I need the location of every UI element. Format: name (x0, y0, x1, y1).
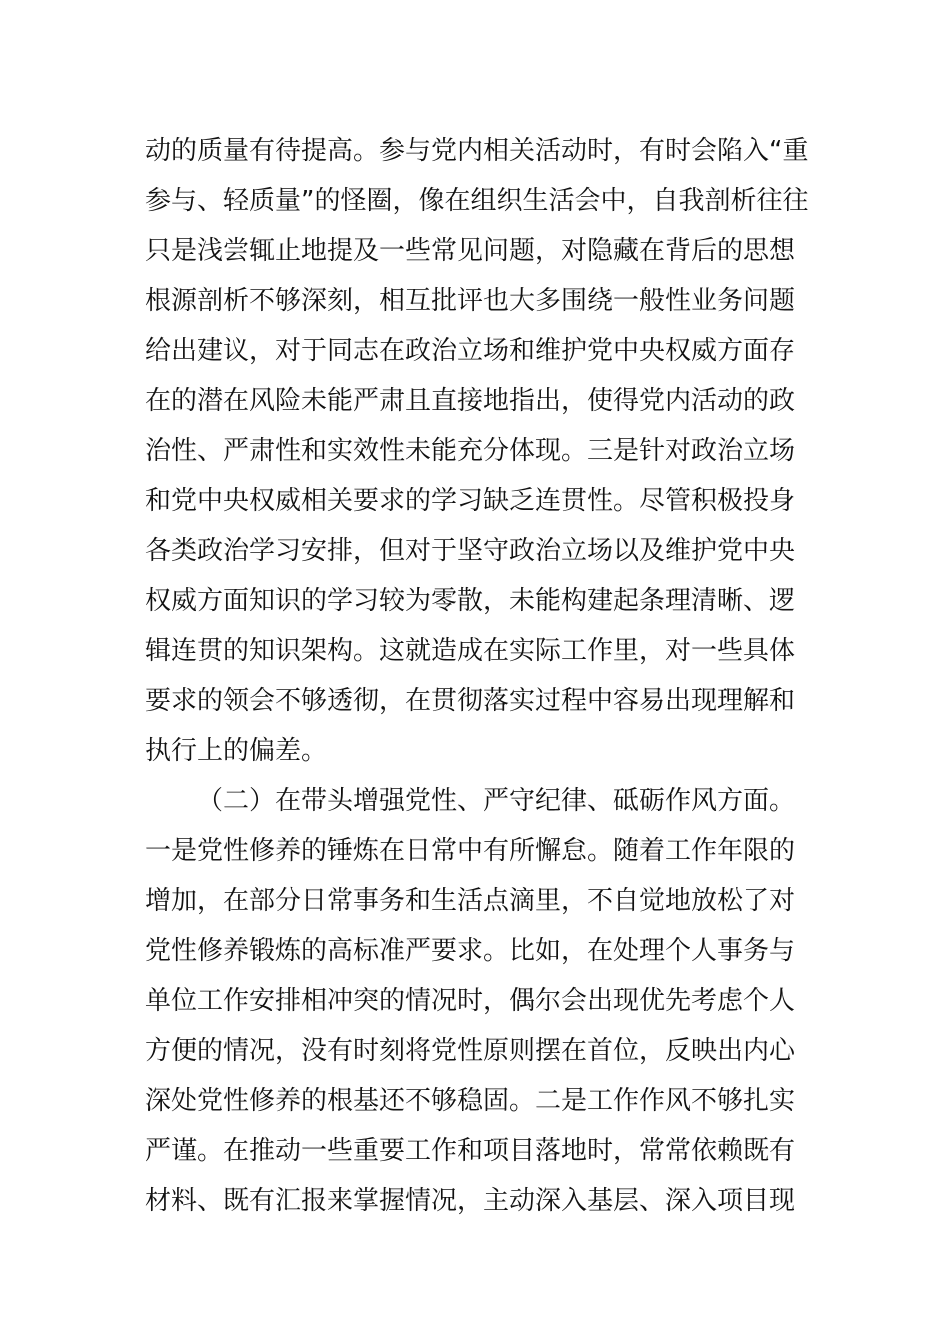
body-text (145, 126, 815, 1226)
text-line: 执行上的偏差。 (145, 736, 328, 766)
text-line: 辑连贯的知识架构。这就造成在实际工作里，对一些具体 (145, 636, 796, 666)
text-line: 给出建议，对于同志在政治立场和维护党中央权威方面存 (145, 336, 796, 366)
text-line: 动的质量有待提高。参与党内相关活动时，有时会陷入“重 (145, 136, 809, 166)
text-line: 深处党性修养的根基还不够稳固。二是工作作风不够扎实 (145, 1086, 796, 1116)
text-line: 要求的领会不够透彻，在贯彻落实过程中容易出现理解和 (145, 686, 796, 716)
text-line: 增加，在部分日常事务和生活点滴里，不自觉地放松了对 (145, 886, 796, 916)
text-line: 各类政治学习安排，但对于坚守政治立场以及维护党中央 (145, 536, 796, 566)
text-line: 和党中央权威相关要求的学习缺乏连贯性。尽管积极投身 (145, 486, 796, 516)
text-line: 方便的情况，没有时刻将党性原则摆在首位，反映出内心 (145, 1036, 796, 1066)
text-line: 权威方面知识的学习较为零散，未能构建起条理清晰、逻 (145, 586, 796, 616)
text-line: 参与、轻质量”的怪圈，像在组织生活会中，自我剖析往往 (145, 186, 809, 216)
text-line: 党性修养锻炼的高标准严要求。比如，在处理个人事务与 (145, 936, 796, 966)
text-line: 严谨。在推动一些重要工作和项目落地时，常常依赖既有 (145, 1136, 796, 1166)
text-line: 在的潜在风险未能严肃且直接地指出，使得党内活动的政 (145, 386, 796, 416)
text-line: 一是党性修养的锤炼在日常中有所懈怠。随着工作年限的 (145, 836, 796, 866)
text-line: 根源剖析不够深刻，相互批评也大多围绕一般性业务问题 (145, 286, 796, 316)
text-line: 单位工作安排相冲突的情况时，偶尔会出现优先考虑个人 (145, 986, 796, 1016)
text-line: 材料、既有汇报来掌握情况，主动深入基层、深入项目现 (145, 1186, 796, 1216)
text-line: 治性、严肃性和实效性未能充分体现。三是针对政治立场 (145, 436, 796, 466)
text-line: 只是浅尝辄止地提及一些常见问题，对隐藏在背后的思想 (145, 236, 796, 266)
section-heading: （二）在带头增强党性、严守纪律、砥砺作风方面。 (197, 786, 796, 816)
